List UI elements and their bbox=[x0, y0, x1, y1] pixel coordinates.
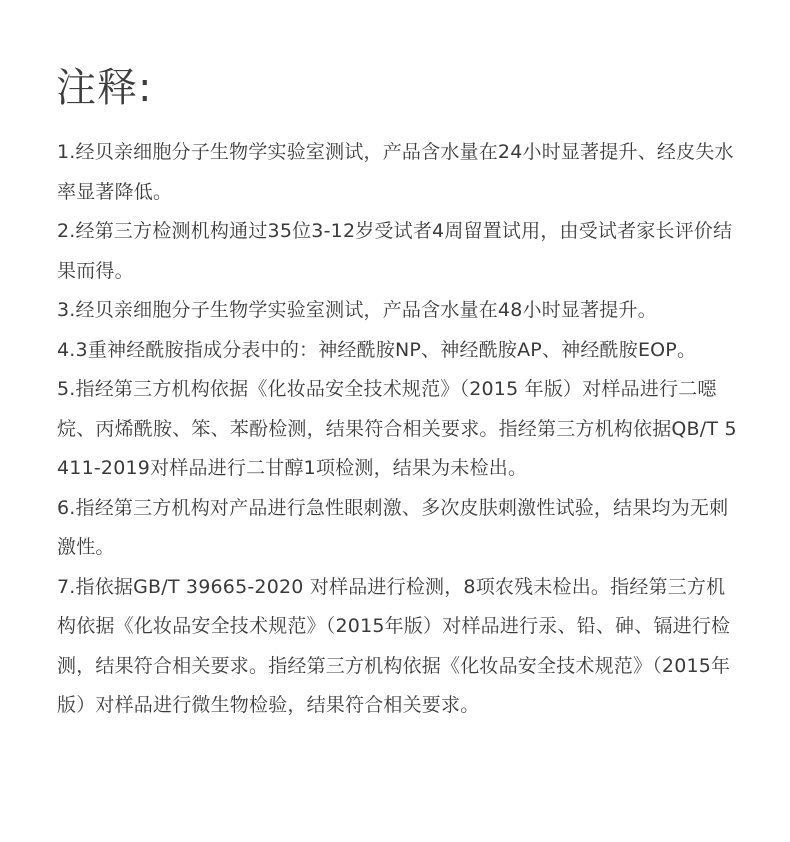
note-item-6: 6.指经第三方机构对产品进行急性眼刺激、多次皮肤刺激性试验，结果均为无刺激性。 bbox=[57, 496, 729, 558]
note-item-3: 3.经贝亲细胞分子生物学实验室测试，产品含水量在48小时显著提升。 bbox=[57, 299, 657, 321]
note-item-7: 7.指依据GB/T 39665-2020 对样品进行检测，8项农残未检出。指经第三方机构依据《化妆品安全技术规范》（2015年版）对样品进行汞、铅、砷、镉进行检测，结果符合相关要求。指经第三方机构依据《化妆品安全技术规范》（2015年版）对样品进行微生物检验，结果符合相关要求。 bbox=[57, 575, 731, 716]
note-item-2: 2.经第三方检测机构通过35位3-12岁受试者4周留置试用，由受试者家长评价结果而得。 bbox=[57, 220, 733, 282]
note-item-4: 4.3重神经酰胺指成分表中的：神经酰胺NP、神经酰胺AP、神经酰胺EOP。 bbox=[57, 338, 697, 361]
notes-list bbox=[57, 133, 737, 726]
note-item-5: 5.指经第三方机构依据《化妆品安全技术规范》（2015 年版）对样品进行二噁烷、丙烯酰胺、笨、苯酚检测，结果符合相关要求。指经第三方机构依据QB/T 5411-2019对样品进行二甘醇1项检测，结果为未检出。 bbox=[57, 378, 737, 479]
note-item-1: 1.经贝亲细胞分子生物学实验室测试，产品含水量在24小时显著提升、经皮失水率显著降低。 bbox=[57, 141, 734, 203]
page-title: 注释: bbox=[56, 65, 153, 111]
